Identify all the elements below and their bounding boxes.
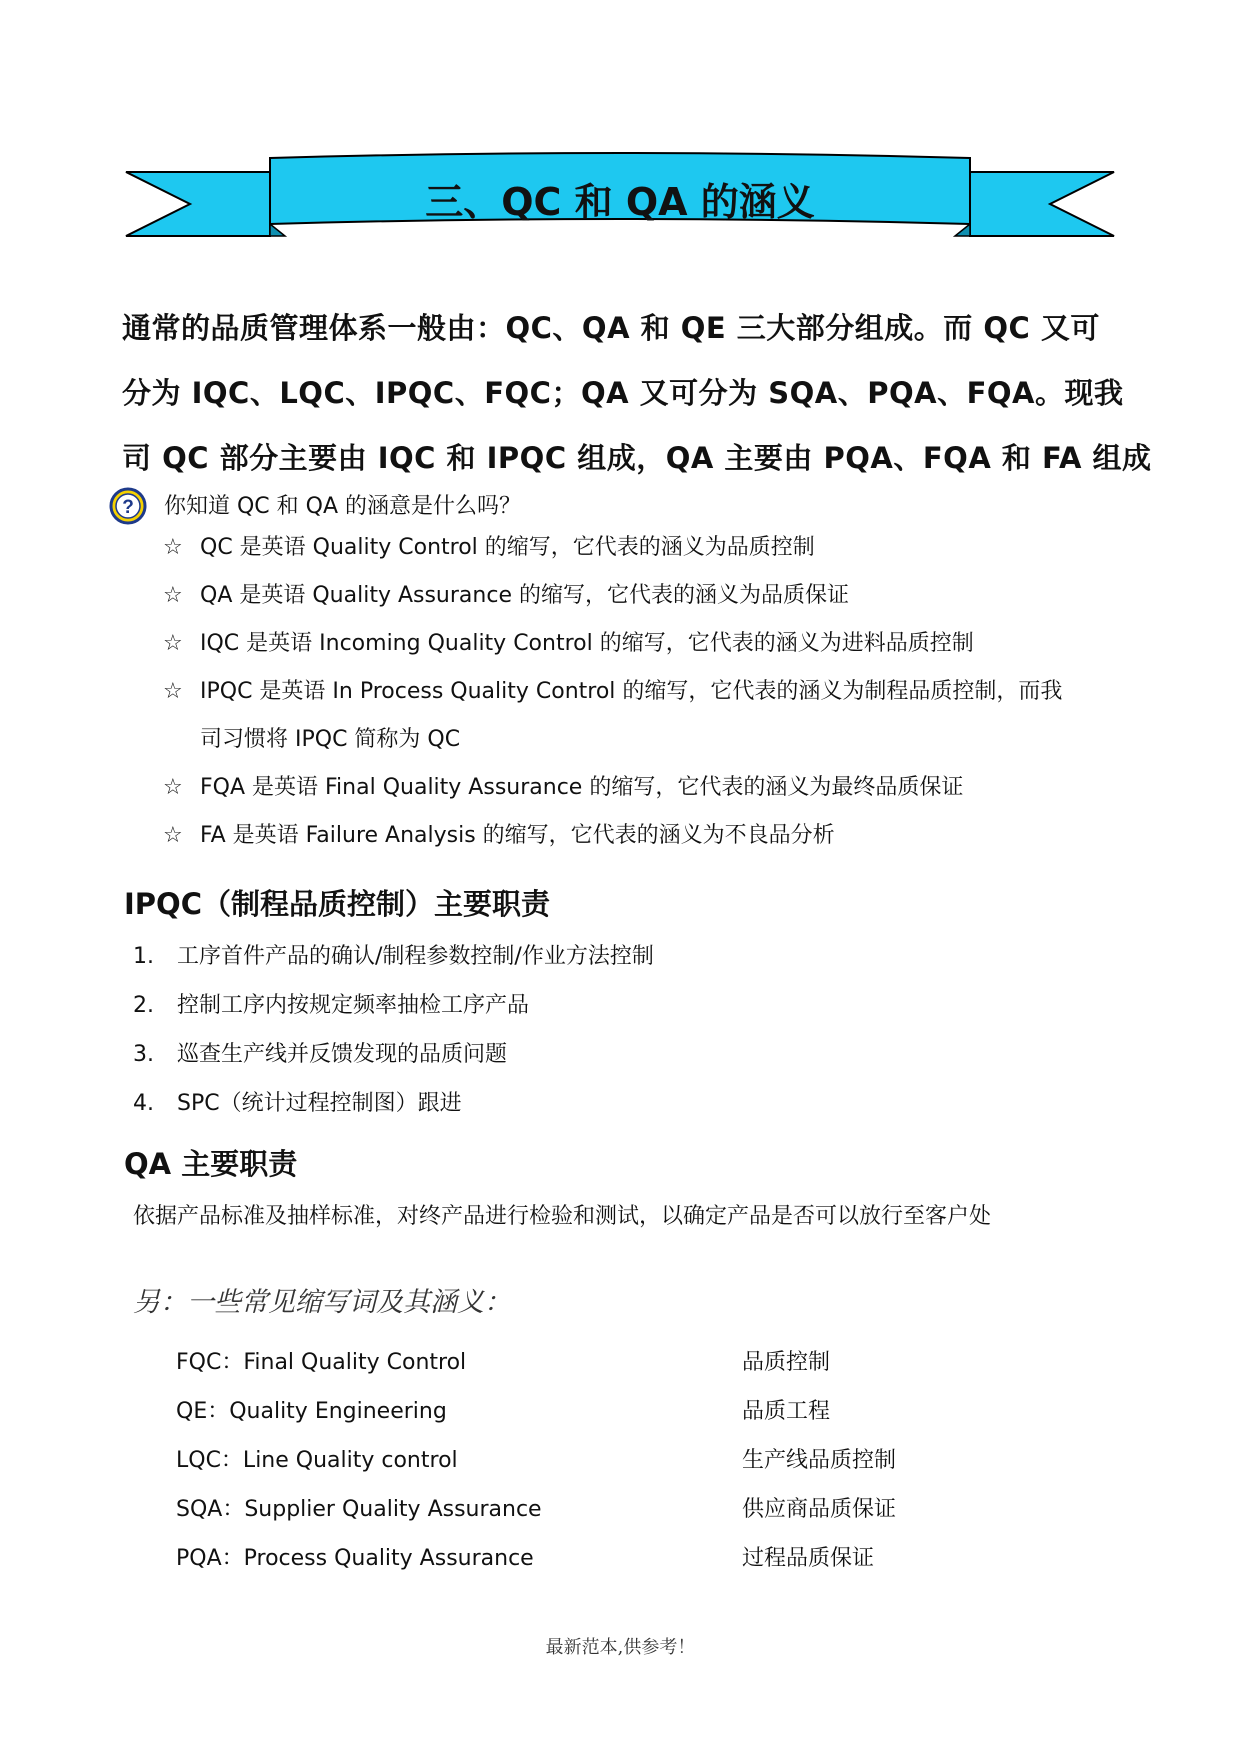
definition-text: QA 是英语 Quality Assurance 的缩写，它代表的涵义为品质保证 [200, 583, 849, 608]
list-text: SPC（统计过程控制图）跟进 [177, 1091, 462, 1116]
abbreviation-note: 另：一些常见缩写词及其涵义： [133, 1287, 511, 1318]
list-number: 2. [133, 993, 154, 1018]
list-item [133, 944, 1033, 970]
abbreviation-term: PQA：Process Quality Assurance [176, 1546, 534, 1571]
definition-item [163, 535, 1143, 561]
abbreviation-row [176, 1448, 1076, 1474]
intro-paragraph [122, 296, 1152, 491]
star-icon: ☆ [163, 775, 183, 800]
question-mark-icon [108, 486, 148, 526]
definition-item [163, 631, 1143, 657]
abbreviation-meaning: 供应商品质保证 [742, 1497, 897, 1522]
abbreviation-term: LQC：Line Quality control [176, 1448, 458, 1473]
definition-list [163, 535, 1143, 871]
star-icon: ☆ [163, 679, 183, 704]
banner-title: 三、QC 和 QA 的涵义 [425, 180, 815, 224]
qa-description: 依据产品标准及抽样标准，对终产品进行检验和测试，以确定产品是否可以放行至客户处 [133, 1204, 992, 1229]
page-footer: 最新范本,供参考！ [545, 1637, 696, 1658]
definition-text: FQA 是英语 Final Quality Assurance 的缩写，它代表的涵义为最终品质保证 [200, 775, 964, 800]
list-text: 控制工序内按规定频率抽检工序产品 [177, 993, 530, 1018]
title-banner [120, 150, 1120, 250]
abbreviation-meaning: 品质工程 [742, 1399, 831, 1424]
definition-text-continued: 司习惯将 IPQC 简称为 QC [200, 727, 461, 752]
definition-text: FA 是英语 Failure Analysis 的缩写，它代表的涵义为不良品分析 [200, 823, 835, 848]
list-number: 3. [133, 1042, 154, 1067]
definition-item [163, 679, 1143, 753]
svg-text:?: ? [122, 497, 134, 518]
question-row [108, 486, 1108, 526]
abbreviation-list [176, 1350, 1076, 1595]
abbreviation-meaning: 生产线品质控制 [742, 1448, 897, 1473]
definition-item [163, 775, 1143, 801]
qa-heading: QA 主要职责 [124, 1147, 298, 1181]
definition-item [163, 823, 1143, 849]
abbreviation-row [176, 1399, 1076, 1425]
abbreviation-term: QE：Quality Engineering [176, 1399, 447, 1424]
definition-text: QC 是英语 Quality Control 的缩写，它代表的涵义为品质控制 [200, 535, 815, 560]
intro-line: 通常的品质管理体系一般由：QC、QA 和 QE 三大部分组成。而 QC 又可 [122, 311, 1100, 345]
list-number: 1. [133, 944, 154, 969]
list-text: 工序首件产品的确认/制程参数控制/作业方法控制 [177, 944, 654, 969]
abbreviation-row [176, 1350, 1076, 1376]
ipqc-duty-list [133, 944, 1033, 1140]
intro-line: 分为 IQC、LQC、IPQC、FQC；QA 又可分为 SQA、PQA、FQA。现我 [122, 376, 1124, 410]
list-item [133, 1042, 1033, 1068]
list-item [133, 1091, 1033, 1117]
star-icon: ☆ [163, 823, 183, 848]
abbreviation-row [176, 1497, 1076, 1523]
abbreviation-term: SQA：Supplier Quality Assurance [176, 1497, 542, 1522]
list-number: 4. [133, 1091, 154, 1116]
intro-line: 司 QC 部分主要由 IQC 和 IPQC 组成，QA 主要由 PQA、FQA 和 FA 组成 [122, 441, 1152, 475]
abbreviation-row [176, 1546, 1076, 1572]
definition-text: IPQC 是英语 In Process Quality Control 的缩写，它代表的涵义为制程品质控制，而我 [200, 679, 1063, 704]
question-text: 你知道 QC 和 QA 的涵意是什么吗？ [164, 494, 522, 519]
star-icon: ☆ [163, 631, 183, 656]
definition-text: IQC 是英语 Incoming Quality Control 的缩写，它代表的涵义为进料品质控制 [200, 631, 974, 656]
ipqc-heading: IPQC（制程品质控制）主要职责 [124, 887, 550, 921]
star-icon: ☆ [163, 535, 183, 560]
list-text: 巡查生产线并反馈发现的品质问题 [177, 1042, 508, 1067]
abbreviation-term: FQC：Final Quality Control [176, 1350, 467, 1375]
list-item [133, 993, 1033, 1019]
star-icon: ☆ [163, 583, 183, 608]
abbreviation-meaning: 过程品质保证 [742, 1546, 875, 1571]
abbreviation-meaning: 品质控制 [742, 1350, 831, 1375]
definition-item [163, 583, 1143, 609]
